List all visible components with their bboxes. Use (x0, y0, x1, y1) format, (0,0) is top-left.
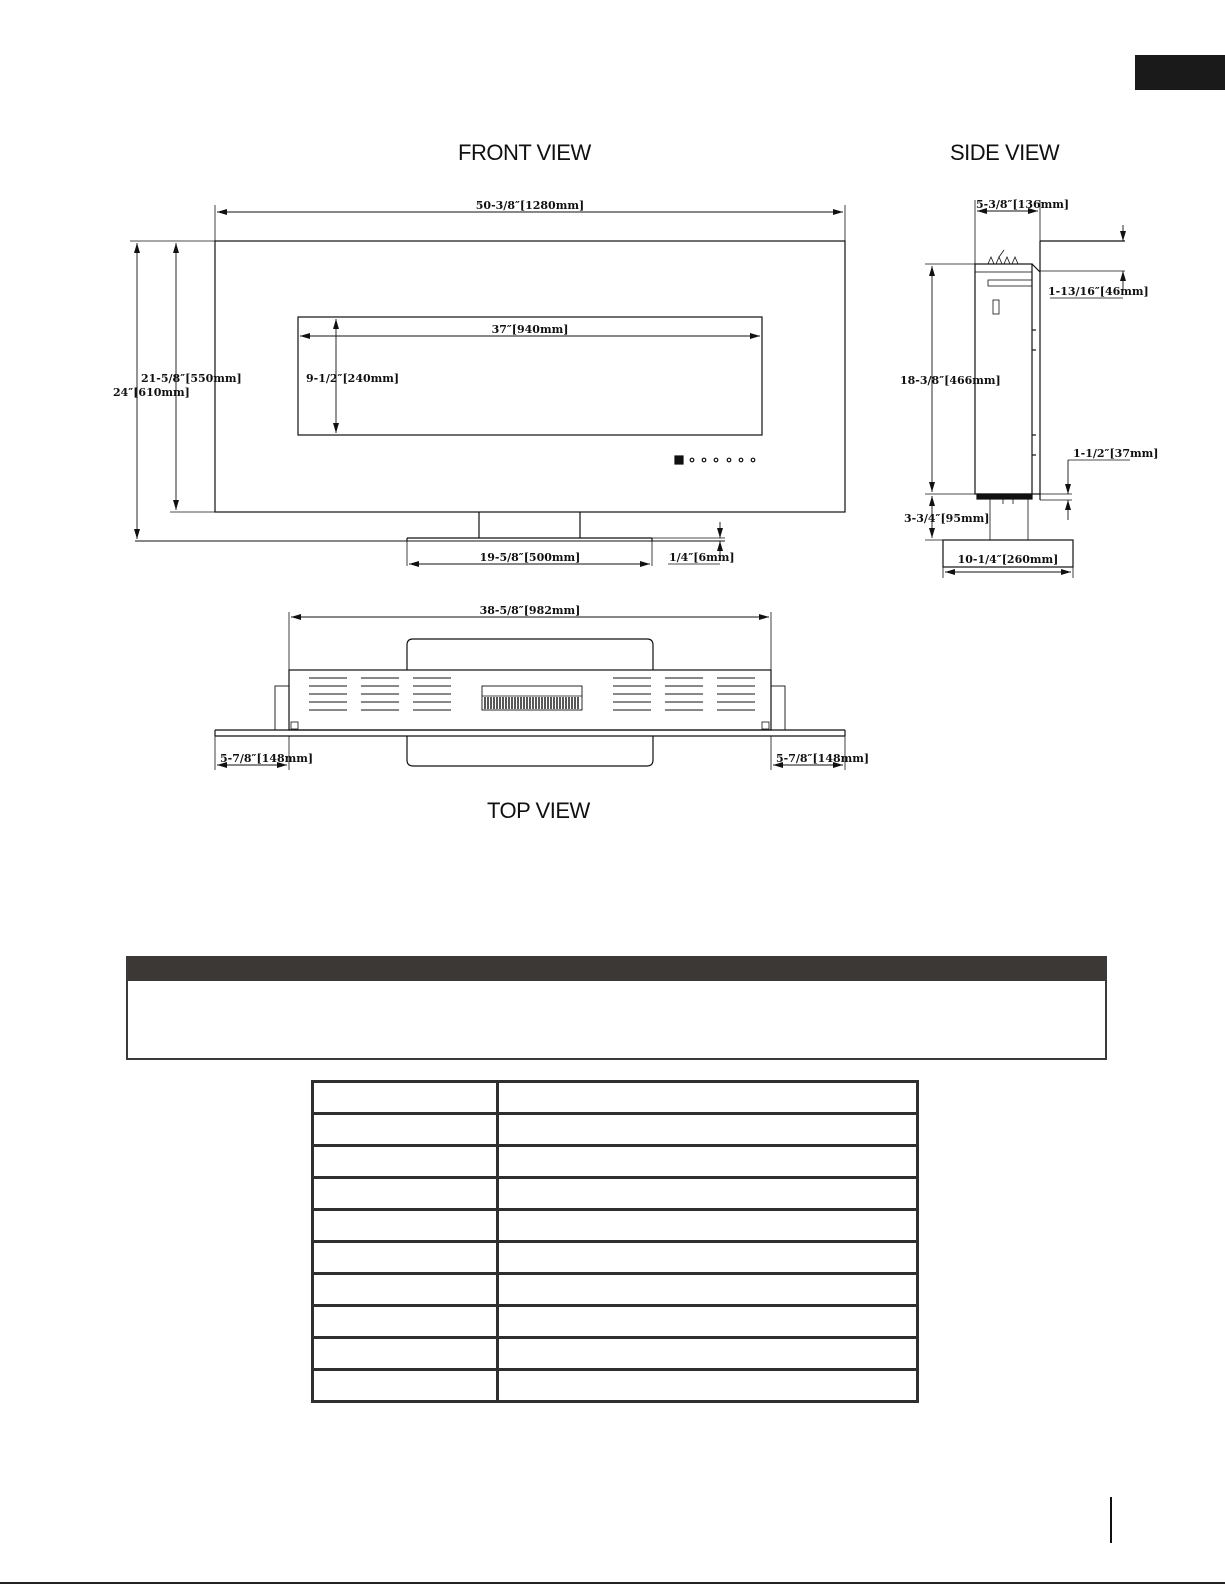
dim-window-height: 9-1/2″[240mm] (306, 372, 400, 385)
top-view-drawing (215, 612, 845, 770)
dim-window-width: 37″[940mm] (491, 323, 569, 336)
notice-box (126, 956, 1107, 1060)
spec-label-cell (313, 1146, 498, 1178)
spec-value-cell (498, 1114, 918, 1146)
dim-side-top-offset: 1-13/16″[46mm] (1048, 285, 1149, 298)
page-number-marker (1110, 1497, 1112, 1543)
spec-value-cell (498, 1146, 918, 1178)
dim-top-left-overhang: 5-7/8″[148mm] (220, 752, 314, 765)
spec-label-cell (313, 1210, 498, 1242)
dim-side-stand-depth: 10-1/4″[260mm] (957, 553, 1059, 566)
spec-value-cell (498, 1082, 918, 1114)
table-row (313, 1338, 918, 1370)
dim-stand-thickness: 1/4″[6mm] (669, 551, 735, 564)
dim-top-body-width: 38-5/8″[982mm] (479, 604, 581, 617)
spec-value-cell (498, 1178, 918, 1210)
table-row (313, 1146, 918, 1178)
table-row (313, 1082, 918, 1114)
dim-total-height: 24″[610mm] (113, 386, 190, 399)
table-row (313, 1114, 918, 1146)
front-view-drawing (130, 205, 845, 566)
page-bottom-rule (0, 1582, 1225, 1584)
spec-label-cell (313, 1178, 498, 1210)
dim-side-depth: 5-3/8″[136mm] (976, 198, 1070, 211)
front-view-title: FRONT VIEW (458, 140, 591, 165)
notice-header-bar (128, 958, 1105, 981)
spec-value-cell (498, 1210, 918, 1242)
spec-label-cell (313, 1082, 498, 1114)
table-row (313, 1210, 918, 1242)
table-row (313, 1274, 918, 1306)
side-view-title: SIDE VIEW (950, 140, 1060, 165)
spec-label-cell (313, 1242, 498, 1274)
spec-value-cell (498, 1306, 918, 1338)
spec-value-cell (498, 1370, 918, 1402)
spec-value-cell (498, 1338, 918, 1370)
dim-front-width: 50-3/8″[1280mm] (475, 199, 585, 212)
dim-side-bottom-offset: 1-1/2″[37mm] (1073, 447, 1159, 460)
dim-body-height: 21-5/8″[550mm] (141, 372, 242, 385)
table-row (313, 1242, 918, 1274)
spec-label-cell (313, 1306, 498, 1338)
dim-side-body-height: 18-3/8″[466mm] (900, 374, 1001, 387)
dim-side-stand-height: 3-3/4″[95mm] (904, 512, 990, 525)
spec-value-cell (498, 1242, 918, 1274)
spec-value-cell (498, 1274, 918, 1306)
spec-label-cell (313, 1370, 498, 1402)
table-row (313, 1306, 918, 1338)
table-row (313, 1178, 918, 1210)
dim-top-right-overhang: 5-7/8″[148mm] (776, 752, 870, 765)
spec-label-cell (313, 1338, 498, 1370)
specification-table (311, 1080, 919, 1403)
dim-stand-width: 19-5/8″[500mm] (479, 551, 581, 564)
spec-label-cell (313, 1274, 498, 1306)
spec-label-cell (313, 1114, 498, 1146)
table-row (313, 1370, 918, 1402)
top-view-title: TOP VIEW (487, 798, 590, 823)
